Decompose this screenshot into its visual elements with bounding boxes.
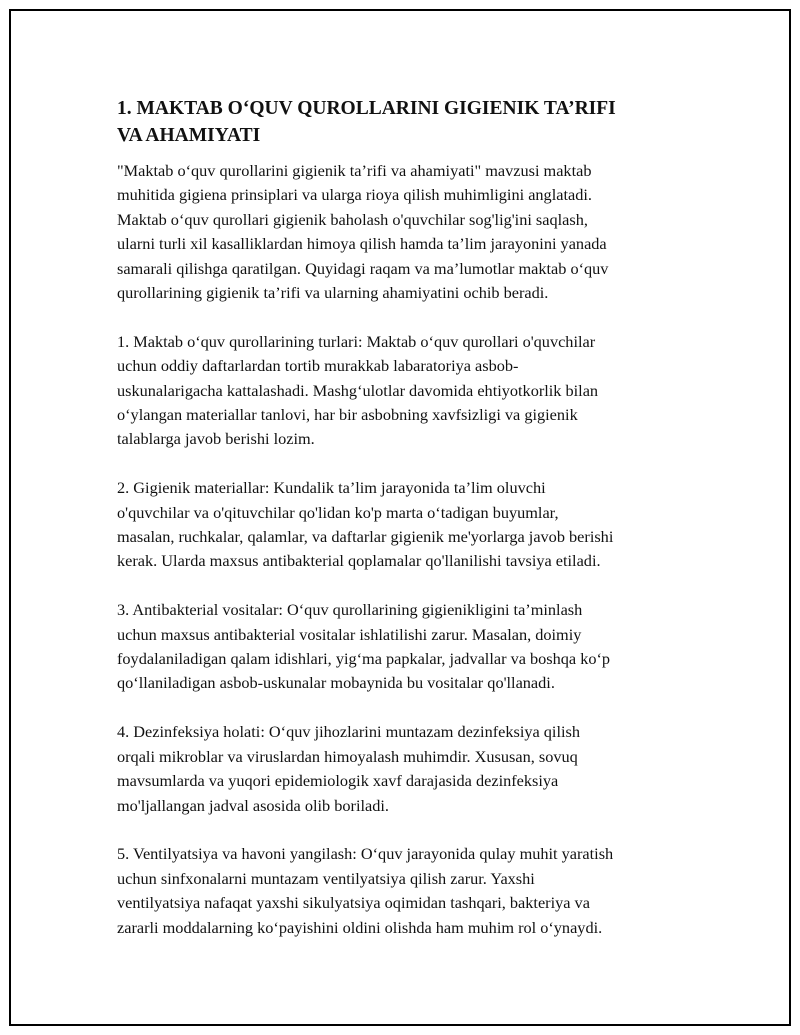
text-line: "Maktab o‘quv qurollarini gigienik ta’rifi va ahamiyati" mavzusi maktab (117, 161, 592, 180)
text-line: Maktab o‘quv qurollari gigienik baholash o'quvchilar sog'lig'ini saqlash, (117, 209, 588, 229)
title-line: VA AHAMIYATI (117, 125, 261, 146)
text-line: o'quvchilar va o'qituvchilar qo'lidan ko'p marta o‘tadigan buyumlar, (117, 502, 559, 522)
text-line: qo‘llaniladigan asbob-uskunalar mobaynida bu vositalar qo'llanadi. (117, 673, 555, 693)
text-line: mo'ljallangan jadval asosida olib boriladi. (117, 795, 389, 815)
text-line: foydalaniladigan qalam idishlari, yig‘ma papkalar, jadvallar va boshqa ko‘p (117, 649, 611, 669)
text-line: 4. Dezinfeksiya holati: O‘quv jihozlarini muntazam dezinfeksiya qilish (117, 722, 580, 742)
text-line: orqali mikroblar va viruslardan himoyalash muhimdir. Xususan, sovuq (117, 746, 578, 766)
text-line: 3. Antibakterial vositalar: O‘quv qurollarining gigienikligini ta’minlash (117, 600, 583, 620)
title-line: 1. MAKTAB O‘QUV QUROLLARINI GIGIENIK TA’RIFI (117, 98, 616, 119)
document-title (117, 95, 687, 149)
text-line: uchun maxsus antibakterial vositalar ishlatilishi zarur. Masalan, doimiy (117, 624, 582, 644)
section-paragraph-3 (117, 598, 687, 696)
text-line: qurollarining gigienik ta’rifi va ularning ahamiyatini ochib beradi. (117, 283, 549, 303)
text-line: kerak. Ularda maxsus antibakterial qoplamalar qo'llanilishi tavsiya etiladi. (117, 551, 601, 571)
text-line: o‘ylangan materiallar tanlovi, har bir asbobning xavfsizligi va gigienik (117, 405, 578, 425)
section-paragraph-5 (117, 842, 687, 940)
section-paragraph-1 (117, 330, 687, 452)
text-line: uchun sinfxonalarni muntazam ventilyatsiya qilish zarur. Yaxshi (117, 868, 535, 888)
text-line: muhitida gigiena prinsiplari va ularga rioya qilish muhimligini anglatadi. (117, 185, 592, 205)
text-line: mavsumlarda va yuqori epidemiologik xavf darajasida dezinfeksiya (117, 771, 559, 791)
text-line: 2. Gigienik materiallar: Kundalik ta’lim jarayonida ta’lim oluvchi (117, 478, 546, 498)
text-line: 5. Ventilyatsiya va havoni yangilash: O‘quv jarayonida qulay muhit yaratish (117, 844, 614, 864)
document-body (117, 95, 687, 964)
text-line: talablarga javob berishi lozim. (117, 429, 315, 449)
intro-paragraph (117, 159, 687, 305)
text-line: ularni turli xil kasalliklardan himoya qilish hamda ta’lim jarayonini yanada (117, 234, 607, 254)
section-paragraph-4 (117, 720, 687, 818)
section-paragraph-2 (117, 476, 687, 574)
text-line: ventilyatsiya nafaqat yaxshi sikulyatsiya oqimidan tashqari, bakteriya va (117, 893, 590, 913)
text-line: uskunalarigacha kattalashadi. Mashg‘ulotlar davomida ehtiyotkorlik bilan (117, 380, 599, 400)
text-line: samarali qilishga qaratilgan. Quyidagi raqam va ma’lumotlar maktab o‘quv (117, 258, 609, 278)
text-line: uchun oddiy daftarlardan tortib murakkab labaratoriya asbob- (117, 356, 519, 376)
text-line: 1. Maktab o‘quv qurollarining turlari: Maktab o‘quv qurollari o'quvchilar (117, 331, 596, 351)
text-line: zararli moddalarning ko‘payishini oldini olishda ham muhim rol o‘ynaydi. (117, 917, 603, 937)
text-line: masalan, ruchkalar, qalamlar, va daftarlar gigienik me'yorlarga javob berishi (117, 527, 614, 547)
